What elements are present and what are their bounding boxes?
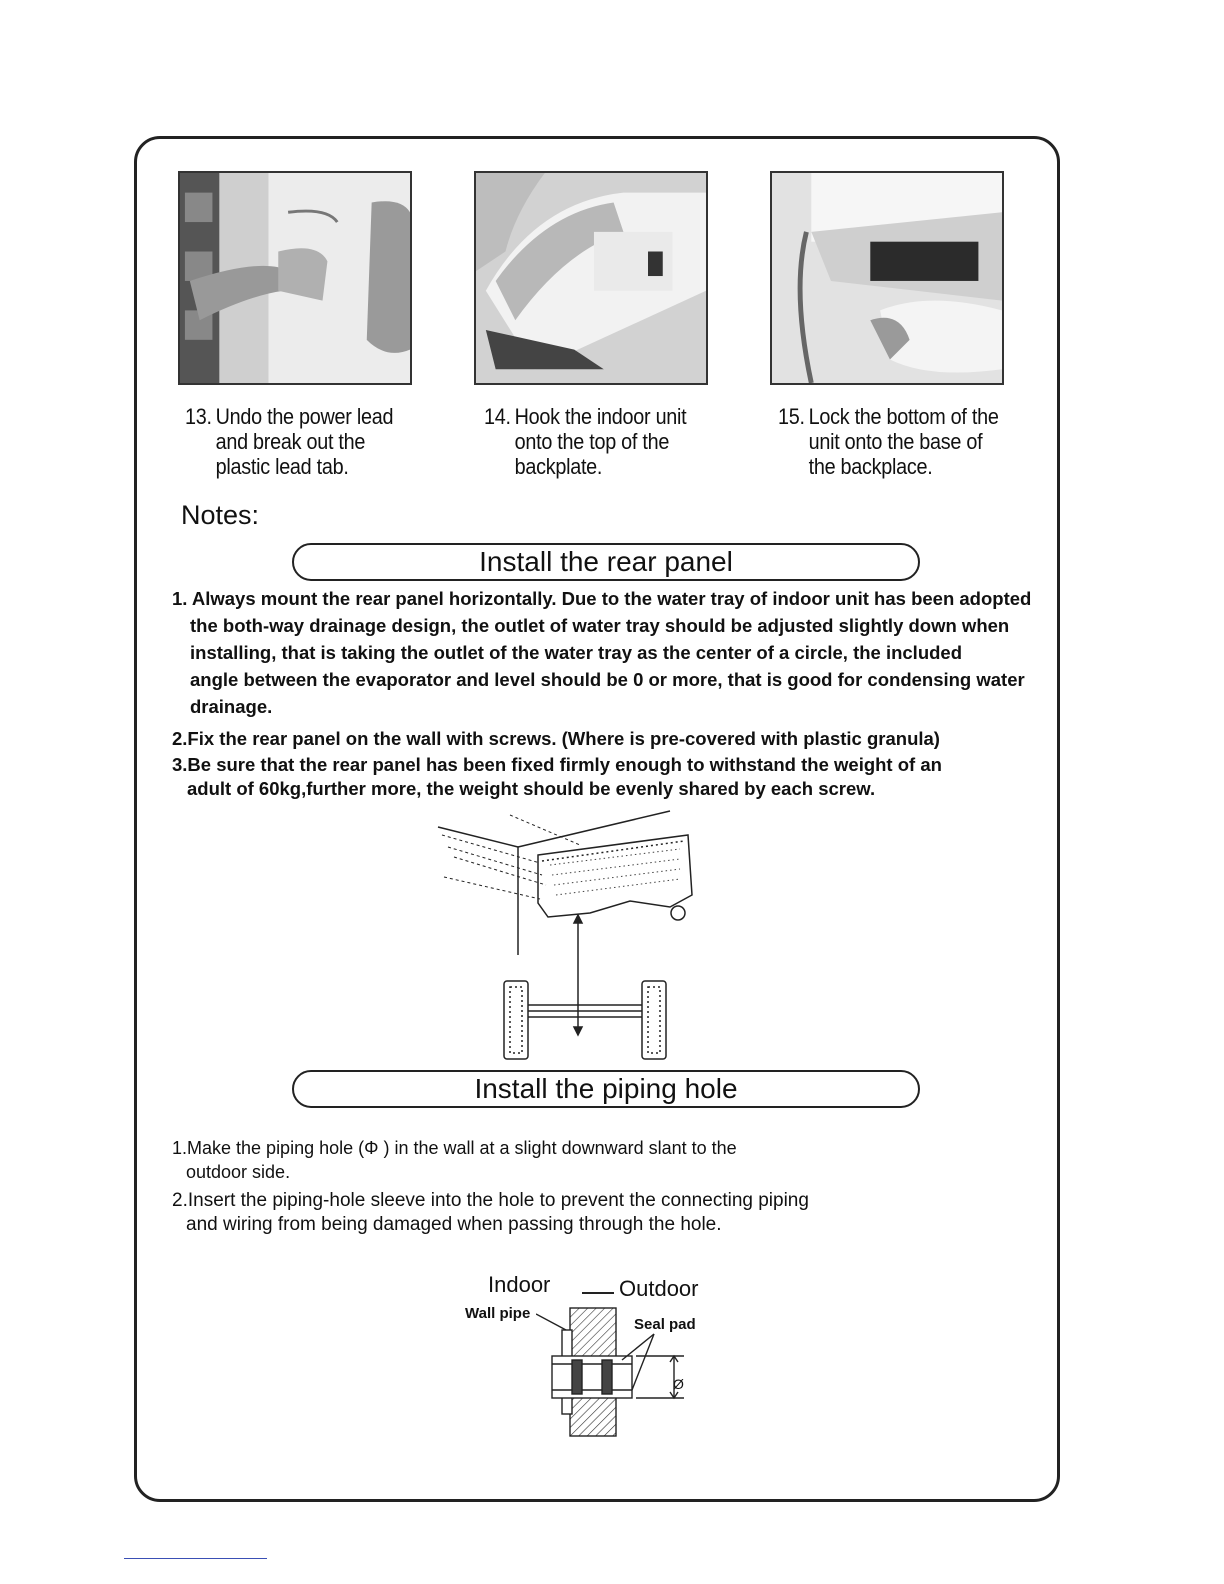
text-line: drainage. [190, 696, 273, 717]
step-line: and break out the [215, 429, 366, 454]
photo-hook-indoor-unit [474, 171, 708, 385]
photo-undo-power-lead [178, 171, 412, 385]
step-line: Lock the bottom of the [808, 404, 999, 429]
step-line: plastic lead tab. [215, 454, 349, 479]
wall-pipe-label: Wall pipe [465, 1305, 531, 1322]
text-line: outdoor side. [186, 1162, 291, 1182]
text-line: 2.Insert the piping-hole sleeve into the hole to prevent the connecting piping [172, 1190, 809, 1211]
diameter-label: Ø [673, 1376, 684, 1392]
piping-hole-heading: Install the piping hole [292, 1070, 920, 1108]
step-line: the backplace. [808, 454, 933, 479]
wall-pipe-diagram [536, 1300, 696, 1445]
text-line: 1.Make the piping hole (Φ ) in the wall at a slight downward slant to the [172, 1138, 737, 1158]
piping-hole-item-2 [172, 1189, 809, 1237]
step-number: 14. [484, 404, 511, 429]
rear-panel-heading: Install the rear panel [292, 543, 920, 581]
text-line: and wiring from being damaged when passing through the hole. [186, 1214, 722, 1235]
indoor-label: Indoor [488, 1272, 551, 1297]
outdoor-label: Outdoor [619, 1276, 699, 1301]
step-number: 15. [778, 404, 805, 429]
rear-panel-item-2: 2.Fix the rear panel on the wall with screws. (Where is pre-covered with plastic granula) [172, 728, 940, 749]
footer-rule [124, 1558, 267, 1559]
rear-panel-item-1 [172, 585, 1031, 720]
text-line: 3.Be sure that the rear panel has been fixed firmly enough to withstand the weight of an [172, 754, 942, 775]
step-line: Undo the power lead [215, 404, 394, 429]
photo-lock-bottom-unit [770, 171, 1004, 385]
rear-panel-diagram [430, 805, 700, 1065]
text-line: adult of 60kg,further more, the weight should be evenly shared by each screw. [187, 778, 876, 799]
notes-title: Notes: [181, 500, 260, 530]
step-number: 13. [185, 404, 212, 429]
rear-panel-item-3 [172, 753, 942, 801]
step-line: unit onto the base of [808, 429, 983, 454]
seal-pad-label: Seal pad [634, 1316, 696, 1333]
text-line: installing, that is taking the outlet of the water tray as the center of a circle, the included [190, 642, 963, 663]
text-line: 1. Always mount the rear panel horizontally. Due to the water tray of indoor unit has been adopted [172, 588, 1032, 609]
piping-hole-item-1 [172, 1136, 737, 1184]
text-line: angle between the evaporator and level should be 0 or more, that is good for condensing water [190, 669, 1025, 690]
text-line: the both-way drainage design, the outlet of water tray should be adjusted slightly down when [190, 615, 1010, 636]
step-line: Hook the indoor unit [514, 404, 687, 429]
step-line: onto the top of the [514, 429, 670, 454]
divider [582, 1292, 614, 1294]
step-line: backplate. [514, 454, 603, 479]
